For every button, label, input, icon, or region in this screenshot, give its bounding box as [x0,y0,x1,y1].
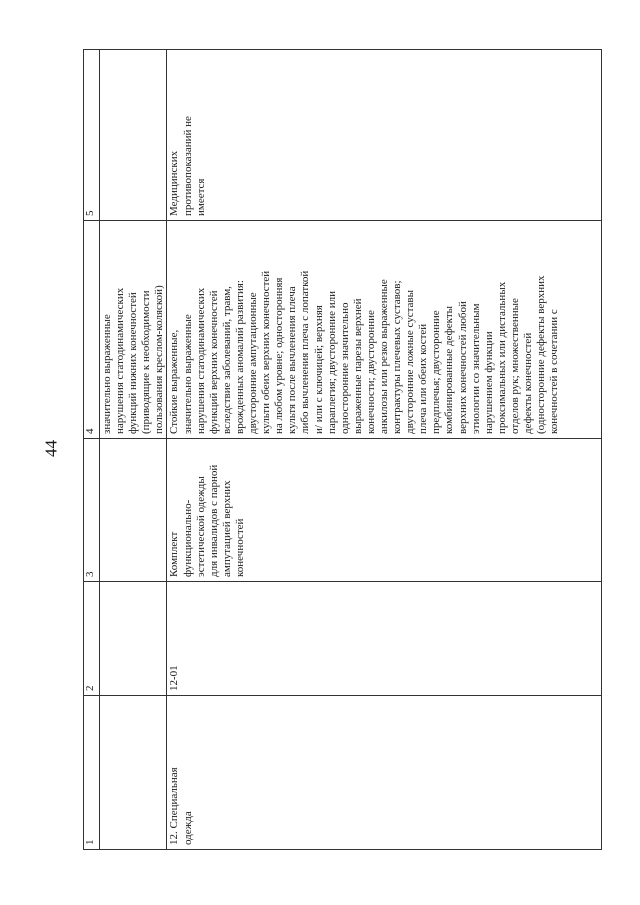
column-number-4: 4 [84,221,100,439]
column-number-3: 3 [84,439,100,582]
cell-category: 12. Специальная одежда [167,696,602,850]
page-number: 44 [41,440,61,457]
rotated-table-container [83,50,603,850]
column-number-2: 2 [84,582,100,696]
column-number-1: 1 [84,696,100,850]
cell-contraindications [100,50,167,221]
cell-indications: Стойкие выраженные, значительно выраженные нарушения статодинамических функций верхних конечностей вследствие заболеваний, травм, врожденных аномалий развития: двусторонние ампутационные культи обеих верхних конечностей на любом уровне; односторонняя культя после вычленения плеча либо вычленения плеча с лопаткой и/ или с ключицей; верхняя параплегия; двусторонние или односторонние значительно выраженные парезы верхней конечности; двусторонние анкилозы или резко выраженные контрактуры плечевых суставов; двусторонние ложные суставы плеча или обеих костей предплечья; двусторонние комбинированные дефекты верхних конечностей любой этиологии со значительным нарушением функции проксимальных или дистальных отделов рук; множественные дефекты конечностей (односторонние дефекты верхних конечностей в сочетании с [167,221,602,439]
column-number-5: 5 [84,50,100,221]
table-row [167,50,602,850]
column-number-row [84,50,100,850]
cell-category [100,696,167,850]
cell-contraindications: Медицинских противопоказаний не имеется [167,50,602,221]
cell-item-name [100,439,167,582]
cell-code: 12-01 [167,582,602,696]
cell-code [100,582,167,696]
table-row [100,50,167,850]
indications-table [83,49,602,850]
cell-indications: значительно выраженные нарушения статодинамических функций нижних конечностей (приводящие к необходимости пользования креслом-коляской) [100,221,167,439]
cell-item-name: Комплект функционально- эстетической одежды для инвалидов с парной ампутацией верхних конечностей [167,439,602,582]
